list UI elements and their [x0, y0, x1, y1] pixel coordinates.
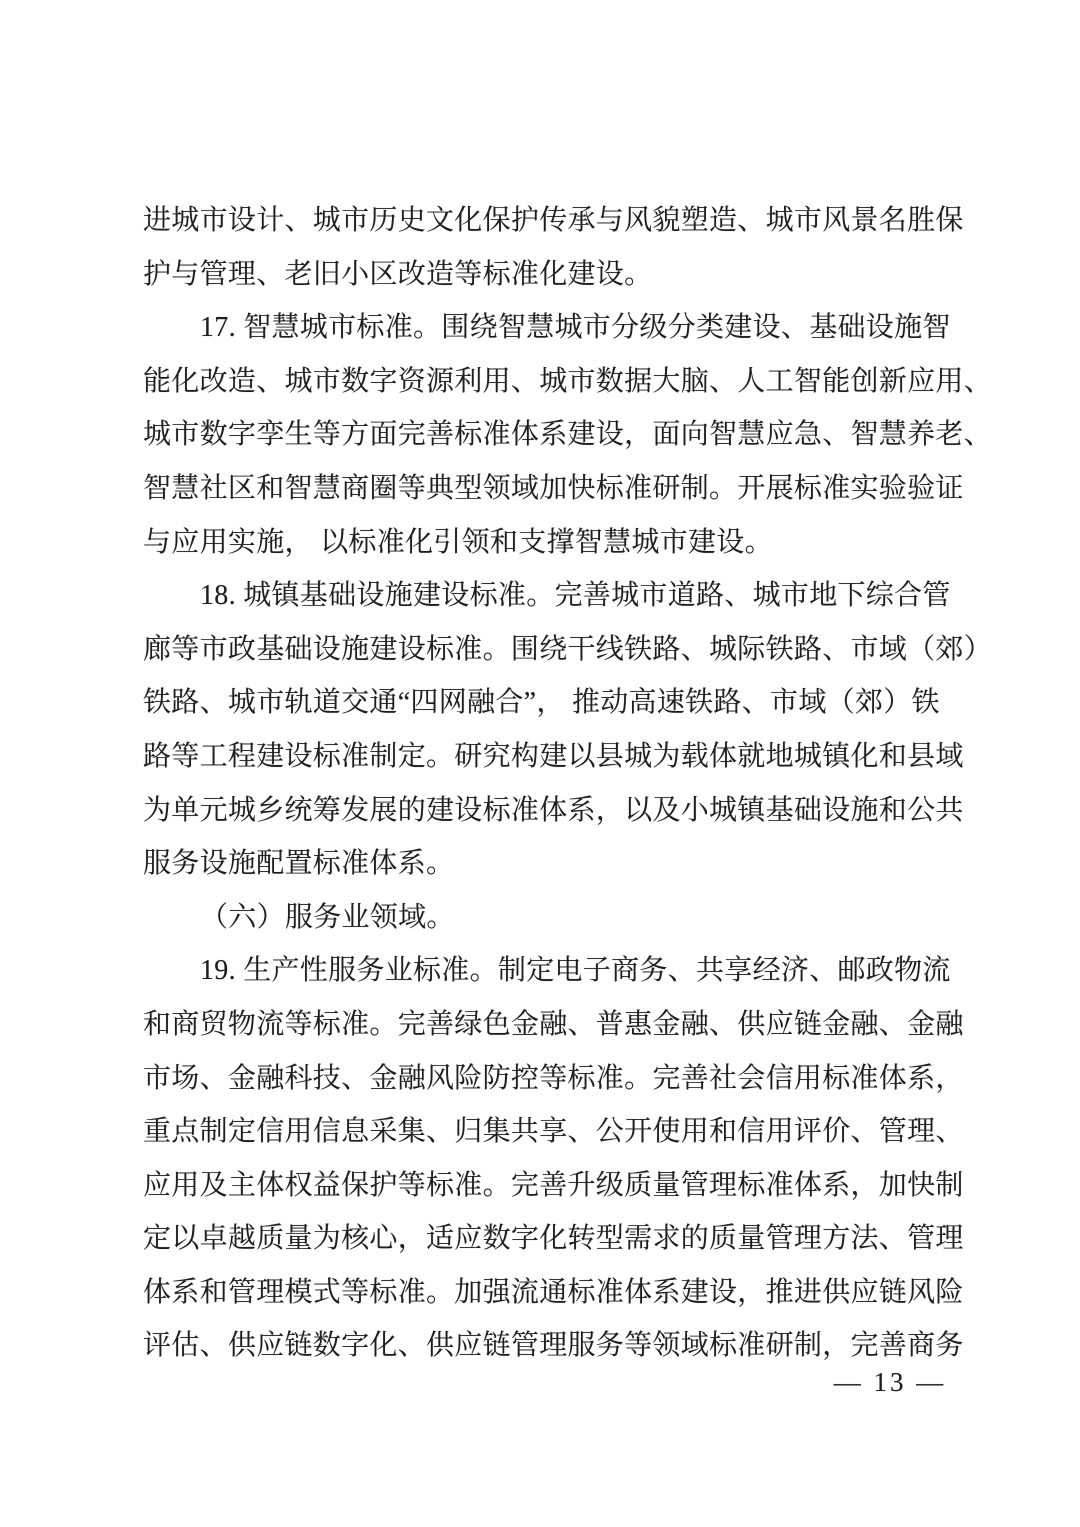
- document-line: 路等工程建设标准制定。研究构建以县城为载体就地城镇化和县域: [143, 740, 964, 772]
- document-line: 服务设施配置标准体系。: [143, 848, 455, 880]
- document-line: 护与管理、老旧小区改造等标准化建设。: [143, 258, 653, 290]
- document-line: 铁路、城市轨道交通“四网融合”， 推动高速铁路、市域（郊）铁: [143, 687, 940, 719]
- document-line: 和商贸物流等标准。完善绿色金融、普惠金融、供应链金融、金融: [143, 1008, 964, 1040]
- document-line: 进城市设计、城市历史文化保护传承与风貌塑造、城市风景名胜保: [143, 205, 964, 236]
- document-line: （六）服务业领域。: [200, 901, 455, 933]
- document-line: 体系和管理模式等标准。加强流通标准体系建设，推进供应链风险: [143, 1276, 964, 1308]
- document-line: 廊等市政基础设施建设标准。围绕干线铁路、城际铁路、市域（郊）: [143, 633, 993, 665]
- document-line: 19. 生产性服务业标准。制定电子商务、共享经济、邮政物流: [200, 955, 951, 987]
- document-line: 应用及主体权益保护等标准。完善升级质量管理标准体系，加快制: [143, 1169, 964, 1201]
- document-line: 市场、金融科技、金融风险防控等标准。完善社会信用标准体系，: [143, 1062, 964, 1094]
- document-line: 18. 城镇基础设施建设标准。完善城市道路、城市地下综合管: [200, 580, 951, 612]
- document-line: 17. 智慧城市标准。围绕智慧城市分级分类建设、基础设施智: [200, 312, 951, 344]
- document-line: 智慧社区和智慧商圈等典型领域加快标准研制。开展标准实验验证: [143, 472, 964, 504]
- page-number: — 13 —: [833, 1367, 947, 1397]
- document-text-block: [143, 194, 993, 1373]
- document-line: 能化改造、城市数字资源利用、城市数据大脑、人工智能创新应用、: [143, 365, 993, 397]
- document-line: 与应用实施， 以标准化引领和支撑智慧城市建设。: [143, 526, 773, 558]
- document-line: 为单元城乡统筹发展的建设标准体系，以及小城镇基础设施和公共: [143, 794, 964, 826]
- document-line: 定以卓越质量为核心，适应数字化转型需求的质量管理方法、管理: [143, 1223, 964, 1255]
- document-line: 重点制定信用信息采集、归集共享、公开使用和信用评价、管理、: [143, 1116, 964, 1148]
- document-line: 评估、供应链数字化、供应链管理服务等领域标准研制，完善商务: [143, 1330, 964, 1362]
- document-line: 城市数字孪生等方面完善标准体系建设，面向智慧应急、智慧养老、: [143, 419, 993, 451]
